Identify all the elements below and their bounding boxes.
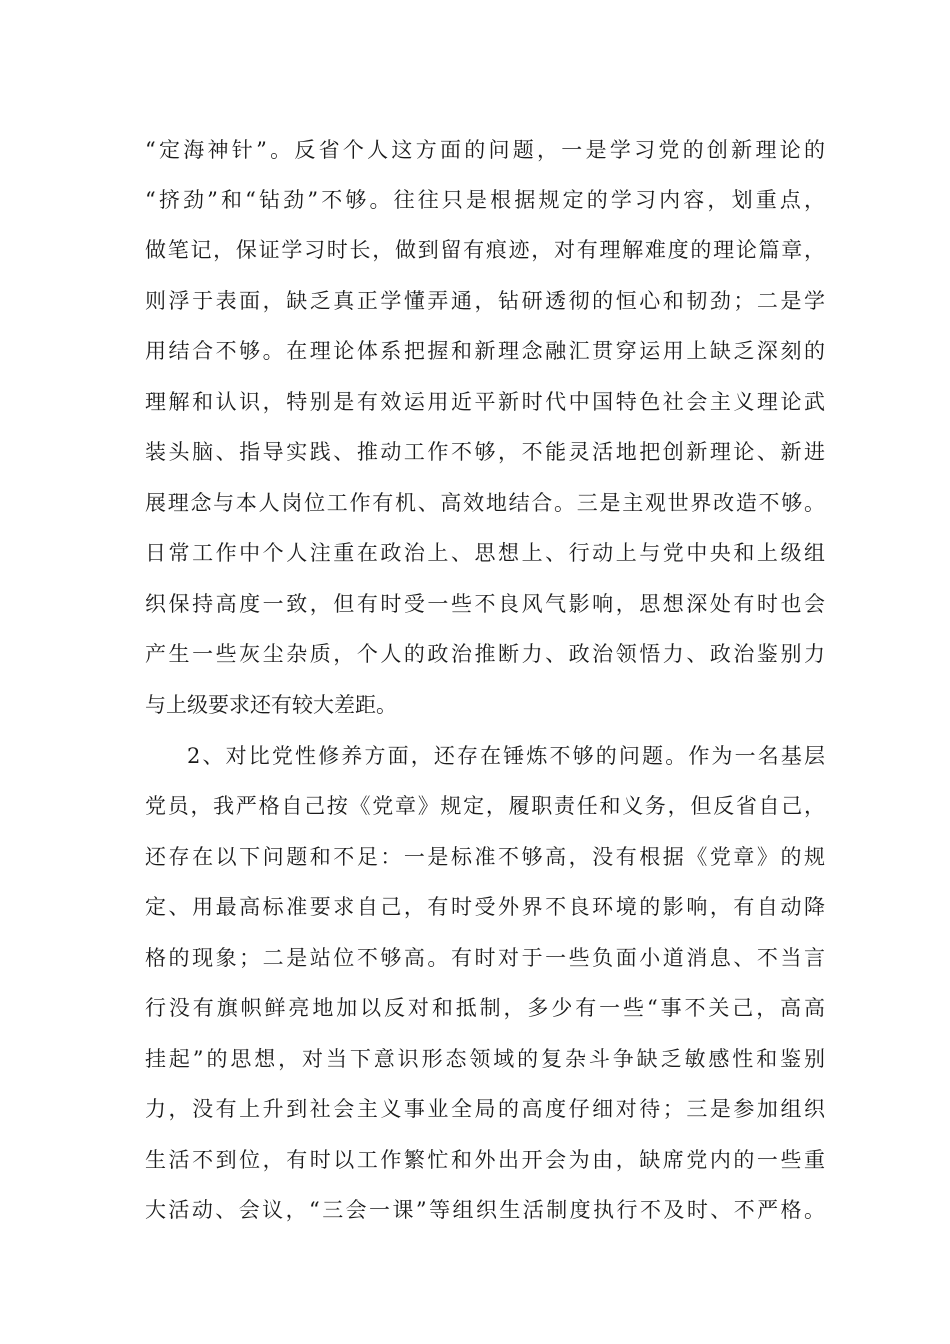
paragraph-line: 挂起”的思想，对当下意识形态领域的复杂斗争缺乏敏感性和鉴别 — [145, 1047, 825, 1071]
paragraph-line: 日常工作中个人注重在政治上、思想上、行动上与党中央和上级组 — [145, 541, 825, 565]
paragraph-line: 行没有旗帜鲜亮地加以反对和抵制，多少有一些“事不关己，高高 — [145, 996, 825, 1020]
paragraph-line: 展理念与本人岗位工作有机、高效地结合。三是主观世界改造不够。 — [145, 491, 825, 515]
paragraph-line: 定、用最高标准要求自己，有时受外界不良环境的影响，有自动降 — [145, 895, 825, 919]
paragraph-line: 大活动、会议，“三会一课”等组织生活制度执行不及时、不严格。 — [145, 1198, 825, 1222]
paragraph-line: 格的现象；二是站位不够高。有时对于一些负面小道消息、不当言 — [145, 946, 825, 970]
paragraph-line: 党员，我严格自己按《党章》规定，履职责任和义务，但反省自己， — [145, 794, 825, 818]
paragraph-line: 则浮于表面，缺乏真正学懂弄通，钻研透彻的恒心和韧劲；二是学 — [145, 289, 825, 313]
paragraph-line: 还存在以下问题和不足：一是标准不够高，没有根据《党章》的规 — [145, 845, 825, 869]
paragraph-line: 产生一些灰尘杂质，个人的政治推断力、政治领悟力、政治鉴别力 — [145, 642, 825, 666]
paragraph-line: 与上级要求还有较大差距。 — [145, 693, 397, 717]
paragraph-line: 理解和认识，特别是有效运用近平新时代中国特色社会主义理论武 — [145, 390, 825, 414]
paragraph-line: 装头脑、指导实践、推动工作不够，不能灵活地把创新理论、新进 — [145, 440, 825, 464]
paragraph-line: 织保持高度一致，但有时受一些不良风气影响，思想深处有时也会 — [145, 592, 825, 616]
paragraph-line: “挤劲”和“钻劲”不够。往往只是根据规定的学习内容，划重点， — [145, 188, 825, 212]
paragraph-line: 做笔记，保证学习时长，做到留有痕迹，对有理解难度的理论篇章， — [145, 238, 825, 262]
paragraph-line: 力，没有上升到社会主义事业全局的高度仔细对待；三是参加组织 — [145, 1097, 825, 1121]
paragraph-line: “定海神针”。反省个人这方面的问题，一是学习党的创新理论的 — [145, 138, 825, 162]
paragraph-line: 用结合不够。在理论体系把握和新理念融汇贯穿运用上缺乏深刻的 — [145, 339, 825, 363]
paragraph-line: 生活不到位，有时以工作繁忙和外出开会为由，缺席党内的一些重 — [145, 1148, 825, 1172]
paragraph-line: 2、对比党性修养方面，还存在锤炼不够的问题。作为一名基层 — [187, 744, 825, 768]
